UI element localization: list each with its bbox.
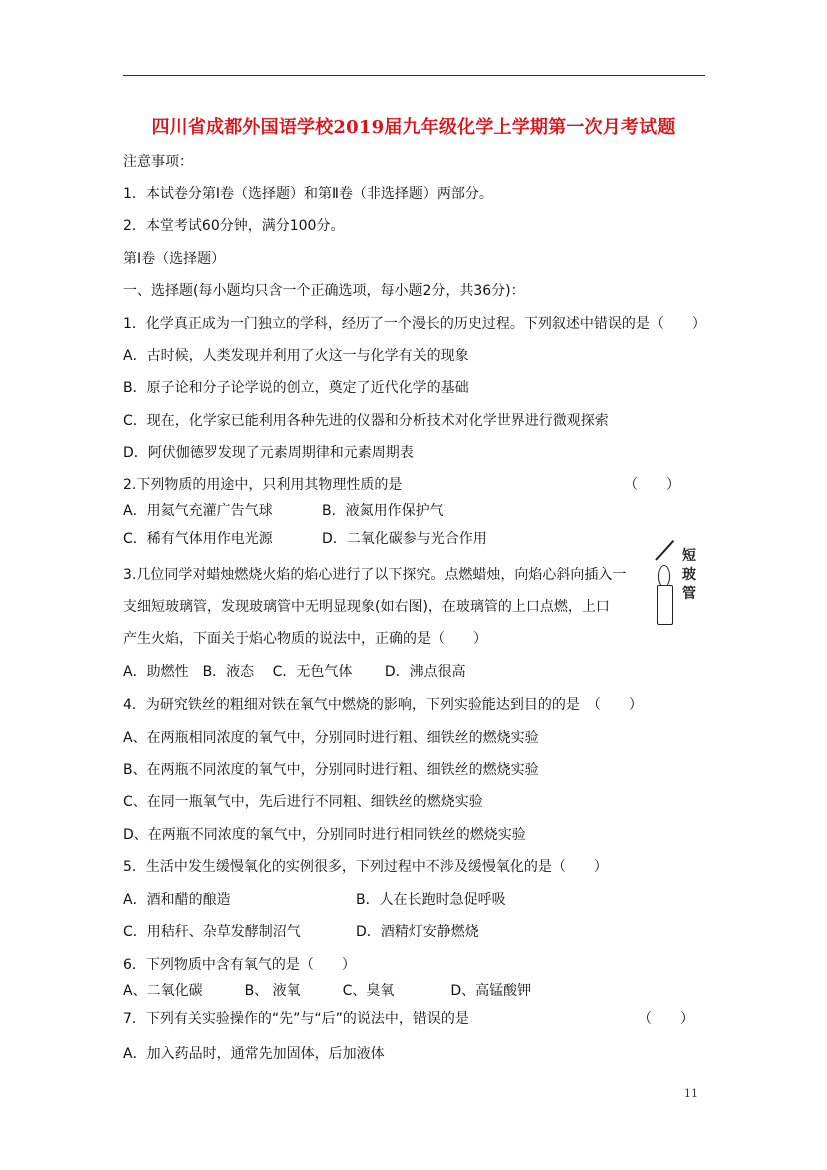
flame-icon (658, 565, 670, 587)
question-5-option-b: B．人在长跑时急促呼吸 (356, 892, 506, 908)
question-4-option-a: A、在两瓶相同浓度的氧气中，分别同时进行粗、细铁丝的燃烧实验 (123, 730, 539, 746)
question-4-stem: 4．为研究铁丝的粗细对铁在氧气中燃烧的影响，下列实验能达到目的的是 （ ） (123, 697, 643, 713)
question-6-options: A、二氧化碳 B、 液氧 C、臭氧 D、高锰酸钾 (123, 983, 532, 999)
question-5-option-d: D．酒精灯安静燃烧 (356, 924, 479, 940)
question-2-option-c: C．稀有气体用作电光源 (123, 531, 273, 547)
question-7-answer-paren: （ ） (638, 1011, 694, 1027)
question-3-options: A．助燃性 B．液态 C．无色气体 D．沸点很高 (123, 664, 466, 680)
question-1-option-c: C．现在，化学家已能利用各种先进的仪器和分析技术对化学世界进行微观探索 (123, 413, 609, 429)
question-6-stem: 6．下列物质中含有氧气的是（ ） (123, 957, 356, 973)
question-3-line-1: 3.几位同学对蜡烛燃烧火焰的焰心进行了以下探究。点燃蜡烛，向焰心斜向插入一 (123, 567, 627, 583)
question-3-line-2: 支细短玻璃管，发现玻璃管中无明显现象(如右图)，在玻璃管的上口点燃，上口 (123, 599, 610, 615)
question-2-option-a: A．用氦气充灌广告气球 (123, 503, 273, 519)
question-1-option-d: D．阿伏伽德罗发现了元素周期律和元素周期表 (123, 445, 414, 461)
question-7-stem: 7．下列有关实验操作的“先”与“后”的说法中，错误的是 (123, 1011, 469, 1027)
notice-item-1: 1．本试卷分第Ⅰ卷（选择题）和第Ⅱ卷（非选择题）两部分。 (123, 186, 493, 202)
document-title: 四川省成都外国语学校2019届九年级化学上学期第一次月考试题 (151, 117, 676, 138)
question-7-option-a: A．加入药品时，通常先加固体，后加液体 (123, 1046, 385, 1062)
question-1-option-b: B．原子论和分子论学说的创立，奠定了近代化学的基础 (123, 380, 469, 396)
question-4-option-b: B、在两瓶不同浓度的氧气中，分别同时进行粗、细铁丝的燃烧实验 (123, 762, 539, 778)
question-1-option-a: A．古时候，人类发现并利用了火这一与化学有关的现象 (123, 348, 469, 364)
candle-figure (650, 545, 710, 627)
figure-label: 短玻管 (682, 548, 696, 602)
part-heading: 一、选择题(每小题均只含一个正确选项，每小题2分，共36分)： (123, 283, 525, 299)
question-3-line-3: 产生火焰，下面关于焰心物质的说法中，正确的是（ ） (123, 631, 487, 647)
section-heading: 第Ⅰ卷（选择题） (123, 251, 226, 267)
question-2-option-d: D．二氧化碳参与光合作用 (322, 531, 487, 547)
notice-item-2: 2．本堂考试60分钟，满分100分。 (123, 218, 345, 234)
page-number: 11 (684, 1087, 698, 1100)
candle-icon (657, 585, 673, 625)
question-4-option-d: D、在两瓶不同浓度的氧气中，分别同时进行相同铁丝的燃烧实验 (123, 827, 526, 843)
question-5-stem: 5．生活中发生缓慢氧化的实例很多，下列过程中不涉及缓慢氧化的是（ ） (123, 859, 608, 875)
question-5-option-c: C．用秸秆、杂草发酵制沼气 (123, 924, 301, 940)
question-5-option-a: A．酒和醋的酿造 (123, 892, 231, 908)
question-2-answer-paren: （ ） (624, 477, 680, 493)
question-2-option-b: B．液氮用作保护气 (322, 503, 444, 519)
question-2-stem: 2.下列物质的用途中，只利用其物理性质的是 (123, 477, 403, 493)
glass-tube-icon (655, 540, 674, 561)
notice-heading: 注意事项： (123, 154, 193, 170)
question-4-option-c: C、在同一瓶氧气中，先后进行不同粗、细铁丝的燃烧实验 (123, 794, 483, 810)
header-rule (123, 75, 705, 76)
question-1-stem: 1．化学真正成为一门独立的学科，经历了一个漫长的历史过程。下列叙述中错误的是（ ） (123, 316, 706, 332)
